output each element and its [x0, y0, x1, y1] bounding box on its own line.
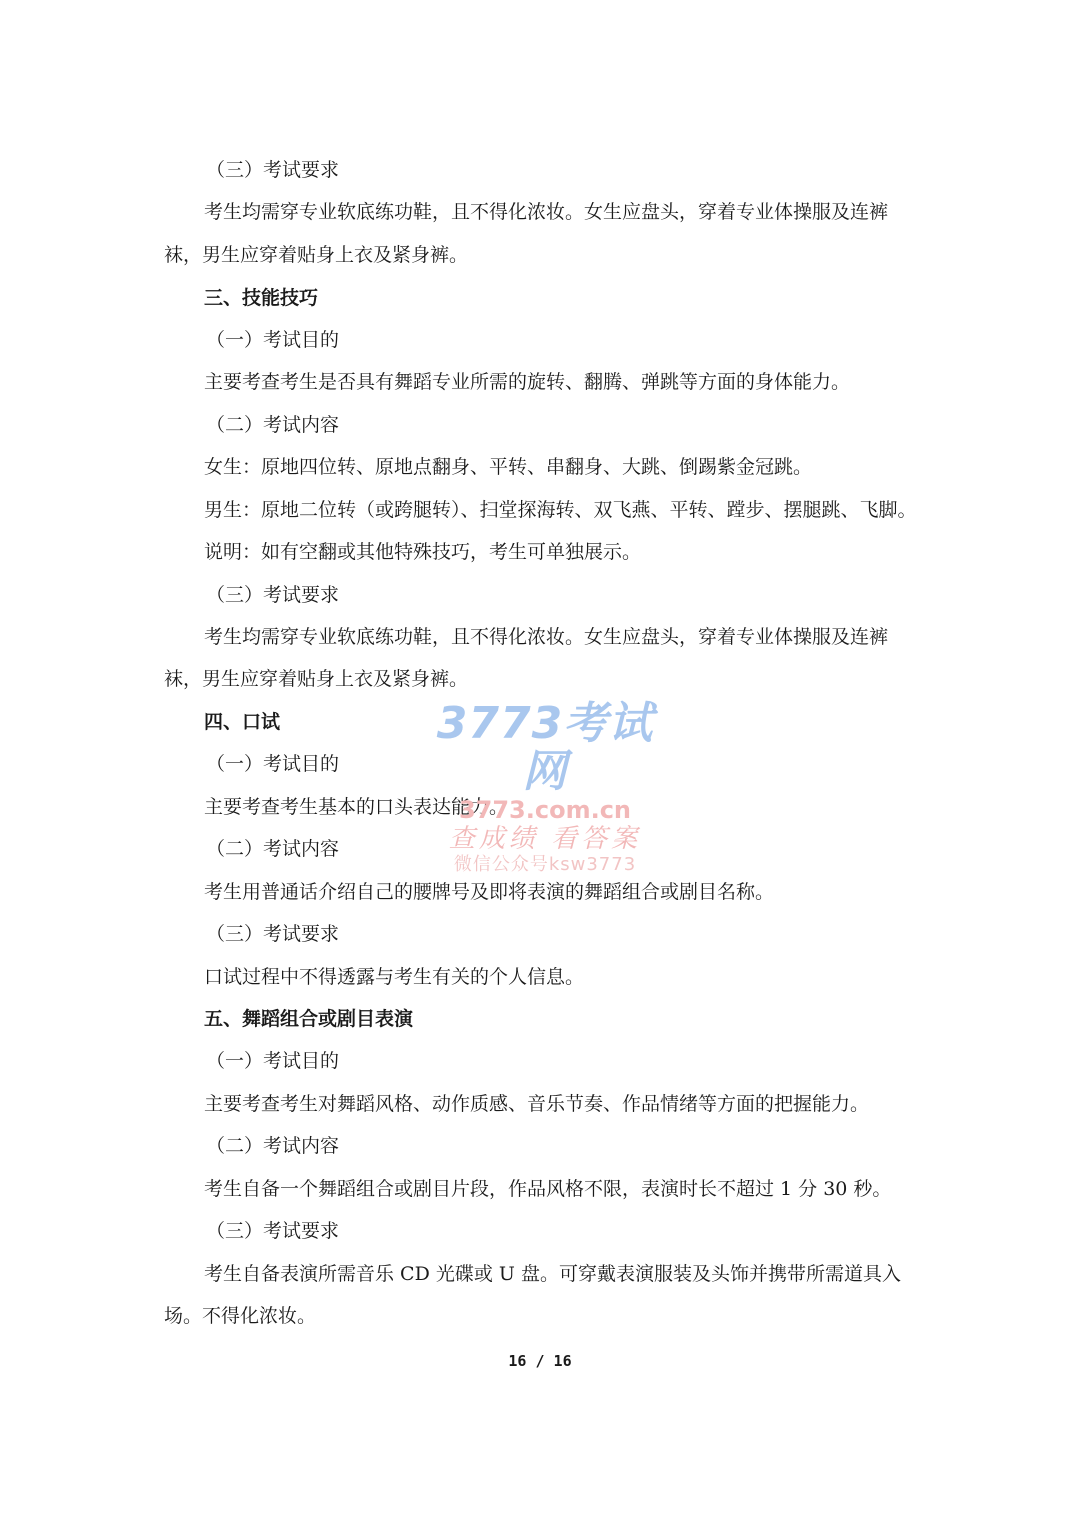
paragraph-line: 袜，男生应穿着贴身上衣及紧身裤。: [164, 244, 469, 266]
paragraph-line: 考生均需穿专业软底练功鞋，且不得化浓妆。女生应盘头，穿着专业体操服及连裤: [204, 626, 889, 648]
subsection-heading: （二）考试内容: [206, 414, 340, 436]
subsection-heading: （三）考试要求: [206, 923, 340, 945]
paragraph-line: 场。不得化浓妆。: [164, 1305, 317, 1327]
paragraph-line: 考生自备一个舞蹈组合或剧目片段，作品风格不限，表演时长不超过 1 分 30 秒。: [204, 1178, 892, 1200]
paragraph-line: 口试过程中不得透露与考生有关的个人信息。: [204, 966, 585, 988]
section-heading: 三、技能技巧: [204, 287, 319, 309]
section-heading: 五、舞蹈组合或剧目表演: [204, 1008, 414, 1030]
watermark-logo: 3773考试网: [436, 698, 654, 797]
watermark-slogan: 查成绩 看答案: [448, 824, 642, 854]
section-heading: 四、口试: [204, 711, 281, 733]
paragraph-line: 考生均需穿专业软底练功鞋，且不得化浓妆。女生应盘头，穿着专业体操服及连裤: [204, 201, 889, 223]
paragraph-line: 主要考查考生基本的口头表达能力。: [204, 796, 509, 818]
paragraph-line: 主要考查考生是否具有舞蹈专业所需的旋转、翻腾、弹跳等方面的身体能力。: [204, 371, 851, 393]
subsection-heading: （一）考试目的: [206, 1050, 340, 1072]
subsection-heading: （一）考试目的: [206, 329, 340, 351]
paragraph-line: 袜，男生应穿着贴身上衣及紧身裤。: [164, 668, 469, 690]
subsection-heading: （三）考试要求: [206, 1220, 340, 1242]
paragraph-line: 说明：如有空翻或其他特殊技巧，考生可单独展示。: [204, 541, 642, 563]
subsection-heading: （三）考试要求: [206, 584, 340, 606]
paragraph-line: 考生用普通话介绍自己的腰牌号及即将表演的舞蹈组合或剧目名称。: [204, 881, 775, 903]
paragraph-line: 考生自备表演所需音乐 CD 光碟或 U 盘。可穿戴表演服装及头饰并携带所需道具入: [204, 1263, 901, 1285]
watermark: [420, 698, 670, 875]
subsection-heading: （一）考试目的: [206, 753, 340, 775]
paragraph-line: 女生：原地四位转、原地点翻身、平转、串翻身、大跳、倒踢紫金冠跳。: [204, 456, 813, 478]
subsection-heading: （二）考试内容: [206, 1135, 340, 1157]
subsection-heading: （二）考试内容: [206, 838, 340, 860]
watermark-url: 3773.com.cn: [458, 796, 632, 824]
paragraph-line: 主要考查考生对舞蹈风格、动作质感、音乐节奏、作品情绪等方面的把握能力。: [204, 1093, 870, 1115]
watermark-wechat: 微信公众号ksw3773: [453, 854, 637, 875]
page-number: 16 / 16: [508, 1352, 572, 1370]
subsection-heading: （三）考试要求: [206, 159, 340, 181]
paragraph-line: 男生：原地二位转（或跨腿转）、扫堂探海转、双飞燕、平转、蹚步、摆腿跳、飞脚。: [204, 499, 917, 521]
